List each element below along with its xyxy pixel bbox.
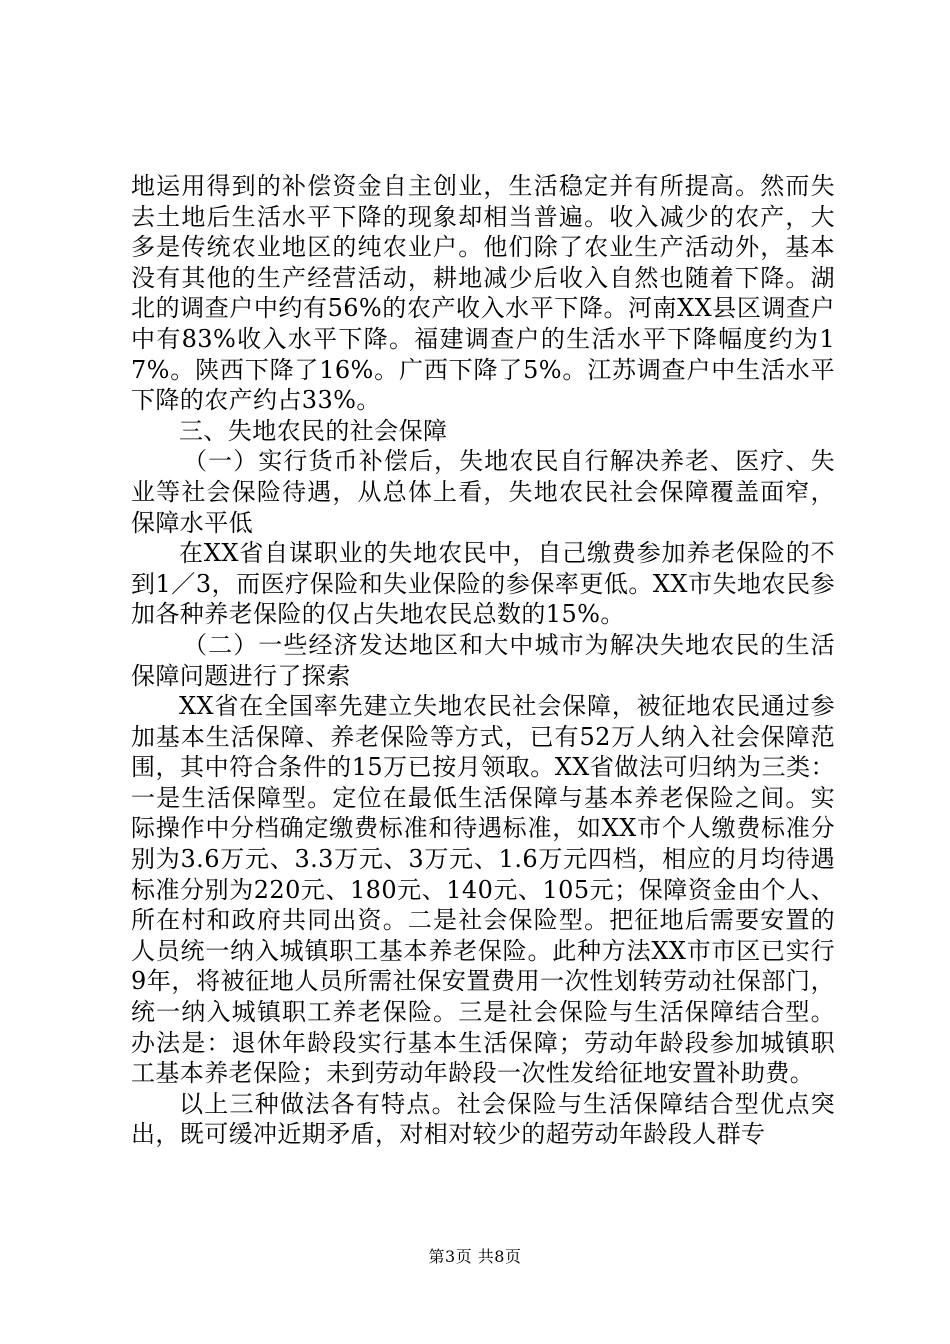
- subheading-exploration: （二）一些经济发达地区和大中城市为解决失地农民的生活保障问题进行了探索: [131, 630, 835, 690]
- document-body: [131, 171, 835, 1150]
- subheading-monetary-compensation: （一）实行货币补偿后，失地农民自行解决养老、医疗、失业等社会保险待遇，从总体上看，失地农民社会保障覆盖面窄，保障水平低: [131, 447, 835, 537]
- paragraph-three-approaches: 以上三种做法各有特点。社会保险与生活保障结合型优点突出，既可缓冲近期矛盾，对相对较少的超劳动年龄段人群专: [131, 1089, 835, 1149]
- paragraph-province-practice: XX省在全国率先建立失地农民社会保障，被征地农民通过参加基本生活保障、养老保险等方式，已有52万人纳入社会保障范围，其中符合条件的15万已按月领取。XX省做法可归纳为三类：一是生活保障型。定位在最低生活保障与基本养老保险之间。实际操作中分档确定缴费标准和待遇标准，如XX市个人缴费标准分别为3.6万元、3.3万元、3万元、1.6万元四档，相应的月均待遇标准分别为220元、180元、140元、105元；保障资金由个人、所在村和政府共同出资。二是社会保险型。把征地后需要安置的人员统一纳入城镇职工基本养老保险。此种方法XX市市区已实行9年，将被征地人员所需社保安置费用一次性划转劳动社保部门，统一纳入城镇职工养老保险。三是社会保险与生活保障结合型。办法是：退休年龄段实行基本生活保障；劳动年龄段参加城镇职工基本养老保险；未到劳动年龄段一次性发给征地安置补助费。: [131, 692, 835, 1088]
- page-number-footer: 第3页 共8页: [428, 1247, 522, 1266]
- paragraph-income-decline: 地运用得到的补偿资金自主创业，生活稳定并有所提高。然而失去土地后生活水平下降的现象却相当普遍。收入减少的农产，大多是传统农业地区的纯农业户。他们除了农业生产活动外，基本没有其他的生产经营活动，耕地减少后收入自然也随着下降。湖北的调查户中约有56%的农产收入水平下降。河南XX县区调查户中有83%收入水平下降。福建调查户的生活水平下降幅度约为17%。陕西下降了16%。广西下降了5%。江苏调查户中生活水平下降的农产约占33%。: [131, 172, 835, 415]
- section-heading-social-security: 三、失地农民的社会保障: [179, 416, 448, 445]
- paragraph-pension-participation: 在XX省自谋职业的失地农民中，自己缴费参加养老保险的不到1／3，而医疗保险和失业保险的参保率更低。XX市失地农民参加各种养老保险的仅占失地农民总数的15%。: [131, 539, 835, 629]
